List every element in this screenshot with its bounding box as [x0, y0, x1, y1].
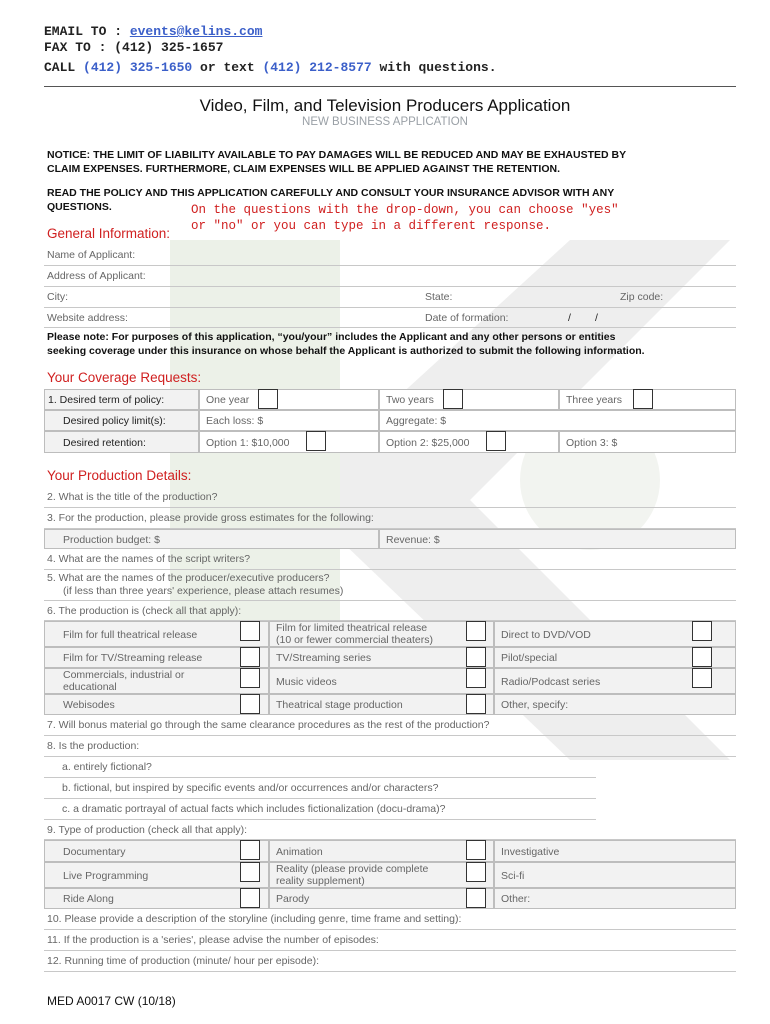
retention-option-3-field[interactable]: Option 3: $ — [559, 431, 736, 453]
live-programming-checkbox[interactable] — [240, 862, 260, 882]
option-tv-series[interactable]: TV/Streaming series — [269, 647, 494, 668]
type-ride-along[interactable]: Ride Along — [44, 888, 269, 909]
three-years-checkbox[interactable] — [633, 389, 653, 409]
q8b-inspired-row[interactable]: b. fictional, but inspired by specific events and/or occurrences and/or characters? — [44, 778, 596, 799]
ride-along-checkbox[interactable] — [240, 888, 260, 908]
q11-episodes-row[interactable]: 11. If the production is a 'series', please advise the number of episodes: — [44, 930, 736, 951]
tv-series-checkbox[interactable] — [466, 647, 486, 667]
applicant-address-label: Address of Applicant: — [47, 270, 146, 282]
production-budget-field[interactable]: Production budget: $ — [44, 529, 379, 549]
term-three-years-cell[interactable]: Three years — [559, 389, 736, 410]
page-title: Video, Film, and Television Producers Application — [199, 96, 571, 115]
option-direct-dvd[interactable]: Direct to DVD/VOD — [494, 621, 736, 647]
option-music-videos[interactable]: Music videos — [269, 668, 494, 694]
stage-production-checkbox[interactable] — [466, 694, 486, 714]
text-phone[interactable]: (412) 212-8577 — [262, 60, 372, 75]
form-id: MED A0017 CW (10/18) — [47, 994, 176, 1008]
term-one-year-cell[interactable]: One year — [199, 389, 379, 410]
q6-production-type-row: 6. The production is (check all that apply): — [44, 601, 736, 621]
tv-release-checkbox[interactable] — [240, 647, 260, 667]
full-theatrical-checkbox[interactable] — [240, 621, 260, 641]
option-stage-production[interactable]: Theatrical stage production — [269, 694, 494, 715]
retention-label-cell: Desired retention: — [44, 431, 199, 453]
pilot-special-checkbox[interactable] — [692, 647, 712, 667]
documentary-checkbox[interactable] — [240, 840, 260, 860]
date-slash-2: / — [595, 312, 598, 324]
option-limited-theatrical[interactable]: Film for limited theatrical release (10 or fewer commercial theaters) — [269, 621, 494, 647]
type-other[interactable]: Other: — [494, 888, 736, 909]
option-radio-podcast[interactable]: Radio/Podcast series — [494, 668, 736, 694]
applicant-name-row[interactable] — [44, 245, 736, 266]
q9-type-row: 9. Type of production (check all that apply): — [44, 820, 736, 840]
dropdown-instruction: On the questions with the drop-down, you can choose "yes" or "no" or you can type in a different response. — [191, 203, 619, 233]
header-divider — [44, 86, 736, 87]
option-1-checkbox[interactable] — [306, 431, 326, 451]
term-two-years-cell[interactable]: Two years — [379, 389, 559, 410]
email-line: EMAIL TO : events@kelins.com — [44, 24, 263, 39]
term-label-cell: 1. Desired term of policy: — [44, 389, 199, 410]
radio-podcast-checkbox[interactable] — [692, 668, 712, 688]
formation-label: Date of formation: — [425, 312, 509, 324]
one-year-checkbox[interactable] — [258, 389, 278, 409]
q12-running-time-row[interactable]: 12. Running time of production (minute/ hour per episode): — [44, 951, 736, 972]
retention-option-1-cell[interactable]: Option 1: $10,000 — [199, 431, 379, 453]
q8a-fictional-row[interactable]: a. entirely fictional? — [44, 757, 596, 778]
applicant-name-label: Name of Applicant: — [47, 249, 136, 261]
website-formation-row[interactable] — [44, 308, 736, 328]
type-reality[interactable]: Reality (please provide complete reality supplement) — [269, 862, 494, 888]
coverage-heading: Your Coverage Requests: — [47, 370, 202, 385]
type-documentary[interactable]: Documentary — [44, 840, 269, 862]
liability-notice: NOTICE: THE LIMIT OF LIABILITY AVAILABLE TO PAY DAMAGES WILL BE REDUCED AND MAY BE EXHAUSTED BY CLAIM EXPENSES. FURTHERMORE, CLAIM EXPENSES WILL BE APPLIED AGAINST THE RETENTION. — [47, 149, 627, 175]
state-label: State: — [425, 291, 453, 303]
city-label: City: — [47, 291, 68, 303]
zip-label: Zip code: — [620, 291, 664, 303]
website-label: Website address: — [47, 312, 128, 324]
limited-theatrical-checkbox[interactable] — [466, 621, 486, 641]
limit-label-cell: Desired policy limit(s): — [44, 410, 199, 431]
commercials-checkbox[interactable] — [240, 668, 260, 688]
call-phone[interactable]: (412) 325-1650 — [83, 60, 193, 75]
option-pilot-special[interactable]: Pilot/special — [494, 647, 736, 668]
email-link[interactable]: events@kelins.com — [129, 24, 263, 39]
retention-option-2-cell[interactable]: Option 2: $25,000 — [379, 431, 559, 453]
q3-estimates-row: 3. For the production, please provide gross estimates for the following: — [44, 508, 736, 529]
q7-bonus-material-row[interactable]: 7. Will bonus material go through the same clearance procedures as the rest of the production? — [44, 715, 736, 736]
q8-production-row: 8. Is the production: — [44, 736, 736, 757]
type-scifi[interactable]: Sci-fi — [494, 862, 736, 888]
option-tv-streaming-release[interactable]: Film for TV/Streaming release — [44, 647, 269, 668]
q2-title-row[interactable]: 2. What is the title of the production? — [44, 487, 736, 508]
call-line: CALL (412) 325-1650 or text (412) 212-8577 with questions. — [44, 60, 497, 75]
production-heading: Your Production Details: — [47, 468, 192, 483]
q5-producers-row[interactable]: 5. What are the names of the producer/executive producers? (if less than three years' experience, please attach resumes) — [44, 570, 736, 601]
aggregate-field[interactable]: Aggregate: $ — [379, 410, 736, 431]
each-loss-field[interactable]: Each loss: $ — [199, 410, 379, 431]
date-slash-1: / — [568, 312, 571, 324]
city-state-zip-row[interactable] — [44, 287, 736, 308]
type-investigative[interactable]: Investigative — [494, 840, 736, 862]
option-full-theatrical[interactable]: Film for full theatrical release — [44, 621, 269, 647]
animation-checkbox[interactable] — [466, 840, 486, 860]
applicant-address-row[interactable] — [44, 266, 736, 287]
type-parody[interactable]: Parody — [269, 888, 494, 909]
revenue-field[interactable]: Revenue: $ — [379, 529, 736, 549]
direct-dvd-checkbox[interactable] — [692, 621, 712, 641]
option-webisodes[interactable]: Webisodes — [44, 694, 269, 715]
applicant-definition-note: Please note: For purposes of this application, “you/your” includes the Applicant and any other persons or entities seeking coverage under this insurance on whose behalf the Applicant is authorized to submit the following information. — [47, 331, 645, 357]
read-policy-notice: READ THE POLICY AND THIS APPLICATION CAREFULLY AND CONSULT YOUR INSURANCE ADVISOR WITH ANY QUESTIONS. — [47, 187, 615, 213]
q4-writers-row[interactable]: 4. What are the names of the script writers? — [44, 549, 736, 570]
type-animation[interactable]: Animation — [269, 840, 494, 862]
page-subtitle: NEW BUSINESS APPLICATION — [302, 116, 468, 128]
option-commercials[interactable]: Commercials, industrial or educational — [44, 668, 269, 694]
reality-checkbox[interactable] — [466, 862, 486, 882]
general-info-heading: General Information: — [47, 226, 171, 241]
parody-checkbox[interactable] — [466, 888, 486, 908]
option-other-specify[interactable]: Other, specify: — [494, 694, 736, 715]
two-years-checkbox[interactable] — [443, 389, 463, 409]
type-live-programming[interactable]: Live Programming — [44, 862, 269, 888]
q10-storyline-row[interactable]: 10. Please provide a description of the storyline (including genre, time frame and setting): — [44, 909, 736, 930]
fax-line: FAX TO : (412) 325-1657 — [44, 40, 224, 55]
fax-number: (412) 325-1657 — [114, 40, 224, 55]
music-videos-checkbox[interactable] — [466, 668, 486, 688]
webisodes-checkbox[interactable] — [240, 694, 260, 714]
option-2-checkbox[interactable] — [486, 431, 506, 451]
q8c-docudrama-row[interactable]: c. a dramatic portrayal of actual facts which includes fictionalization (docu-drama)? — [44, 799, 596, 820]
